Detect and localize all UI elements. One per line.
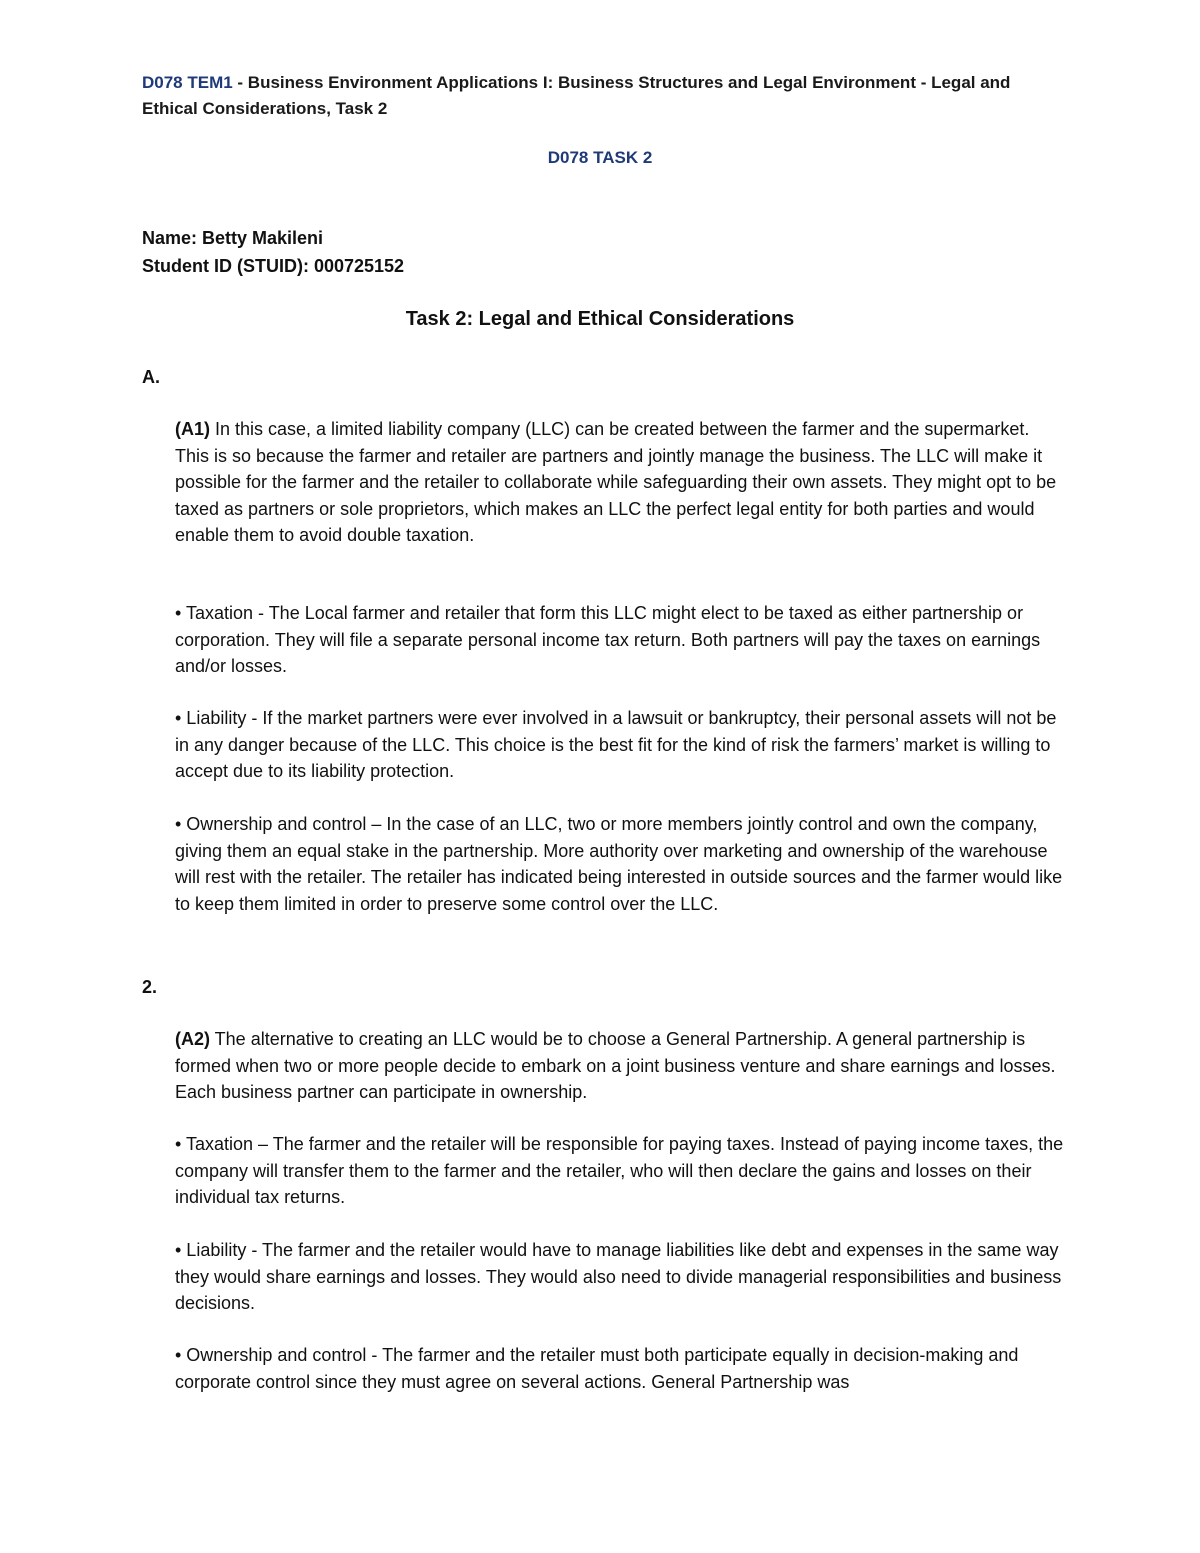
- document-subtitle: D078 TASK 2: [547, 148, 653, 167]
- a2-paragraph: [175, 1026, 1065, 1106]
- section-a-label: A.: [142, 367, 160, 387]
- a1-ownership-bullet: • Ownership and control – In the case of an LLC, two or more members jointly control and own the company, giving them an equal stake in the partnership. More authority over marketing and ownership of the warehouse will rest with the retailer. The retailer has indicated being interested in outside sources and the farmer would like to keep them limited in order to preserve some control over the LLC.: [175, 814, 1063, 914]
- a1-tag: (A1): [175, 419, 210, 439]
- course-title: - Business Environment Applications I: Business Structures and Legal Environment - Legal and Ethical Considerations, Task 2: [142, 73, 1011, 118]
- student-id: Student ID (STUID): 000725152: [142, 256, 405, 276]
- a1-liability-bullet: • Liability - If the market partners were ever involved in a lawsuit or bankruptcy, their personal assets will not be in any danger because of the LLC. This choice is the best fit for the kind of risk the farmers’ market is willing to accept due to its liability protection.: [175, 708, 1057, 781]
- student-info: [142, 224, 404, 280]
- task-title: Task 2: Legal and Ethical Considerations: [405, 308, 795, 330]
- a2-ownership-bullet: • Ownership and control - The farmer and the retailer must both participate equally in decision-making and corporate control since they must agree on several actions. General Partnership was: [175, 1345, 1019, 1392]
- a2-tag: (A2): [175, 1029, 210, 1049]
- a1-paragraph: [175, 416, 1065, 549]
- section-2-label: 2.: [142, 977, 158, 997]
- a2-text: The alternative to creating an LLC would be to choose a General Partnership. A general partnership is formed when two or more people decide to embark on a joint business venture and share earnings and losses. Each business partner can participate in ownership.: [175, 1029, 1056, 1102]
- document-header: [142, 70, 1062, 122]
- student-name: Name: Betty Makileni: [142, 228, 324, 248]
- a1-text: In this case, a limited liability company (LLC) can be created between the farmer and the supermarket. This is so because the farmer and retailer are partners and jointly manage the business. The LLC will make it possible for the farmer and the retailer to collaborate while safeguarding their own assets. They might opt to be taxed as partners or sole proprietors, which makes an LLC the perfect legal entity for both parties and would enable them to avoid double taxation.: [175, 419, 1057, 545]
- a1-taxation-bullet: • Taxation - The Local farmer and retailer that form this LLC might elect to be taxed as either partnership or corporation. They will file a separate personal income tax return. Both partners will pay the taxes on earnings and/or losses.: [175, 603, 1041, 676]
- a2-taxation-bullet: • Taxation – The farmer and the retailer will be responsible for paying taxes. Instead of paying income taxes, the company will transfer them to the farmer and the retailer, who will then declare the gains and losses on their individual tax returns.: [175, 1134, 1064, 1207]
- course-code: D078 TEM1: [142, 73, 233, 92]
- a2-liability-bullet: • Liability - The farmer and the retailer would have to manage liabilities like debt and expenses in the same way they would share earnings and losses. They would also need to divide managerial responsibilities and business decisions.: [175, 1240, 1062, 1313]
